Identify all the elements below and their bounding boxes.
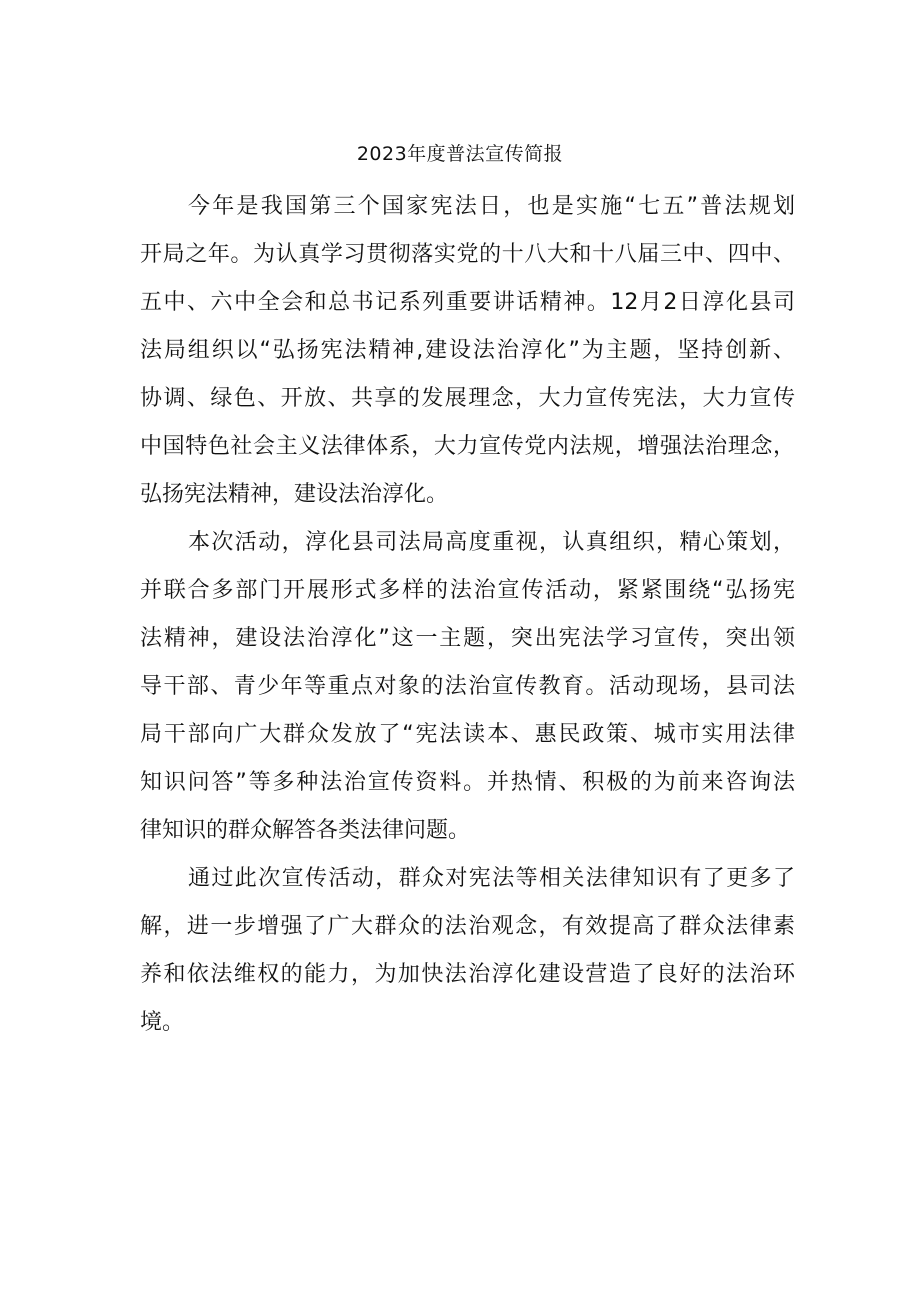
paragraph-3-line-4: 境。 xyxy=(140,1010,185,1035)
paragraph-2-line-6: 知识问答”等多种法治宣传资料。并热情、积极的为前来咨询法 xyxy=(140,770,795,795)
paragraph-1-line-5: 协调、绿色、开放、共享的发展理念，大力宣传宪法，大力宣传 xyxy=(140,386,795,411)
paragraph-3-line-3: 养和依法维权的能力，为加快法治淳化建设营造了良好的法治环 xyxy=(140,962,795,987)
paragraph-1-line-3: 五中、六中全会和总书记系列重要讲话精神。12月2日淳化县司 xyxy=(140,290,795,315)
paragraph-1-line-1: 今年是我国第三个国家宪法日，也是实施“七五”普法规划 xyxy=(188,194,795,219)
paragraph-2-line-2: 并联合多部门开展形式多样的法治宣传活动，紧紧围绕“弘扬宪 xyxy=(140,578,795,603)
paragraph-2-line-5: 局干部向广大群众发放了“宪法读本、惠民政策、城市实用法律 xyxy=(140,722,795,747)
paragraph-1-line-2: 开局之年。为认真学习贯彻落实党的十八大和十八届三中、四中、 xyxy=(140,242,795,267)
paragraph-3-line-2: 解，进一步增强了广大群众的法治观念，有效提高了群众法律素 xyxy=(140,914,795,939)
paragraph-1-line-4: 法局组织以“弘扬宪法精神,建设法治淳化”为主题，坚持创新、 xyxy=(140,338,795,363)
document-title: 2023年度普法宣传简报 xyxy=(356,143,564,165)
paragraph-1-line-7: 弘扬宪法精神，建设法治淳化。 xyxy=(140,482,449,507)
paragraph-2-line-4: 导干部、青少年等重点对象的法治宣传教育。活动现场，县司法 xyxy=(140,674,795,699)
paragraph-3-line-1: 通过此次宣传活动，群众对宪法等相关法律知识有了更多了 xyxy=(188,866,795,891)
paragraph-2-line-7: 律知识的群众解答各类法律问题。 xyxy=(140,818,471,843)
paragraph-2-line-3: 法精神，建设法治淳化”这一主题，突出宪法学习宣传，突出领 xyxy=(140,626,795,651)
paragraph-2-line-1: 本次活动，淳化县司法局高度重视，认真组织，精心策划， xyxy=(188,530,795,555)
paragraph-1-line-6: 中国特色社会主义法律体系，大力宣传党内法规，增强法治理念， xyxy=(140,434,795,459)
